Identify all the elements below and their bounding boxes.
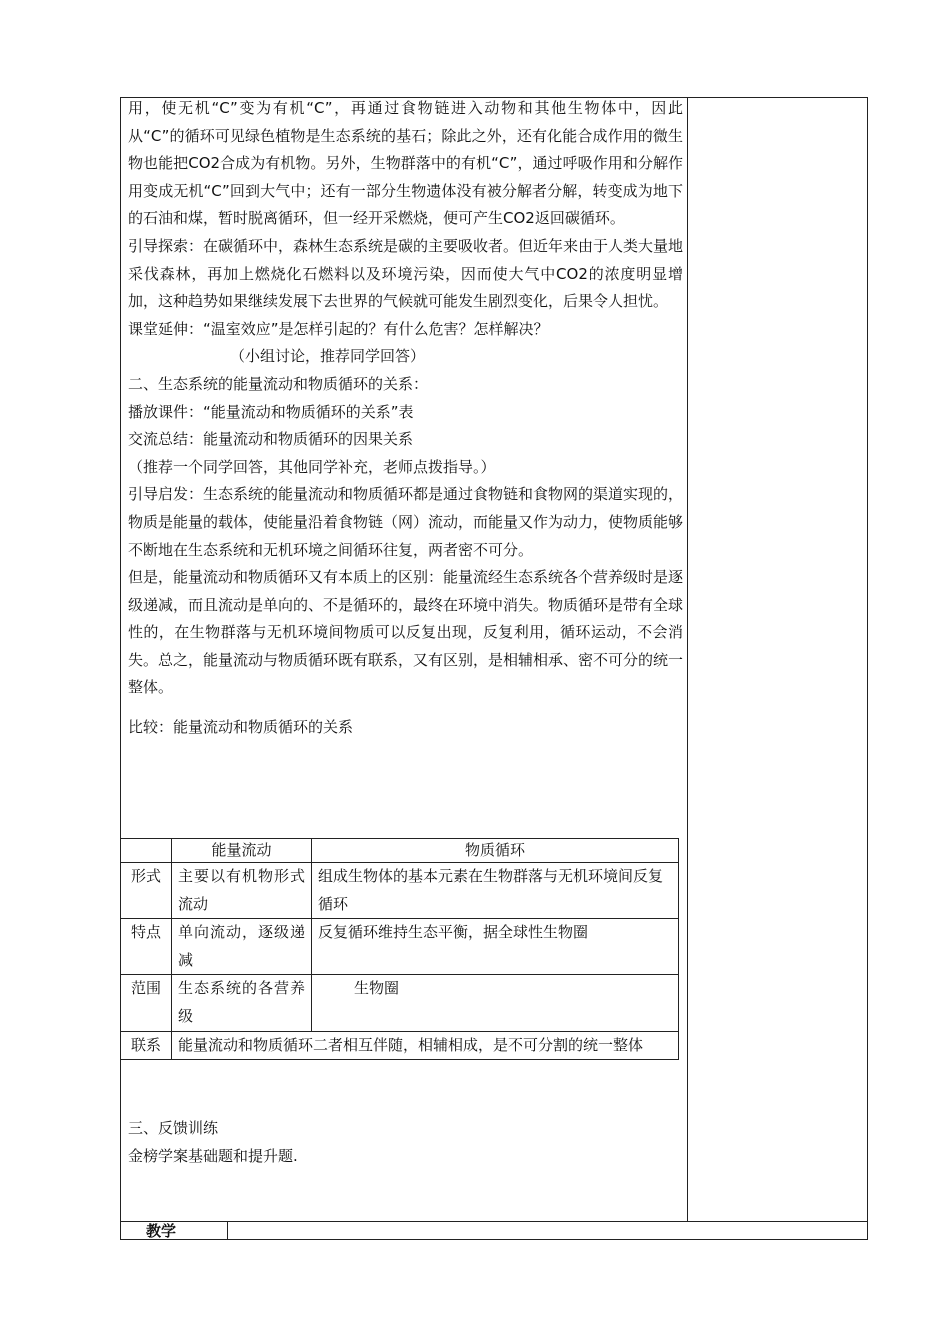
frame-left-border: [120, 97, 121, 1240]
matter-cell: 组成生物体的基本元素在生物群落与无机环境间反复循环: [312, 863, 679, 919]
paragraph-guided-inspiration: 引导启发：生态系统的能量流动和物质循环都是通过食物链和食物网的渠道实现的，物质是能量的载体，使能量沿着食物链（网）流动，而能量又作为动力，使物质能够不断地在生态系统和无机环境之间循环往复，两者密不可分。: [128, 485, 684, 559]
row-label: 范围: [121, 975, 172, 1031]
paragraph-class-extension: 课堂延伸：“温室效应”是怎样引起的？有什么危害？怎样解决？: [128, 319, 549, 338]
paragraph-guided-exploration: 引导探索：在碳循环中，森林生态系统是碳的主要吸收者。但近年来由于人类大量地采伐森林，再加上燃烧化石燃料以及环境污染，因而使大气中CO2的浓度明显增加，这种趋势如果继续发展下去世界的气候就可能发生剧烈变化，后果令人担忧。: [128, 236, 684, 311]
paragraph-difference: 但是，能量流动和物质循环又有本质上的区别：能量流经生态系统各个营养级时是逐级递减，而且流动是单向的、不是循环的，最终在环境中消失。物质循环是带有全球性的，在生物群落与无机环境间物质可以反复出现，反复利用，循环运动，不会消失。总之，能量流动与物质循环既有联系，又有区别，是相辅相承、密不可分的统一整体。: [128, 568, 684, 697]
section-two-heading: 二、生态系统的能量流动和物质循环的关系：: [128, 374, 429, 393]
paragraph-carbon-cycle: 用，使无机“C”变为有机“C”，再通过食物链进入动物和其他生物体中，因此从“C”的循环可见绿色植物是生态系统的基石；除此之外，还有化能合成作用的微生物也能把CO2合成为有机物。另外，生物群落中的有机“C”，通过呼吸作用和分解作用变成无机“C”回到大气中；还有一部分生物遗体没有被分解者分解，转变成为地下的石油和煤，暂时脱离循环，但一经开采燃烧，便可产生CO2返回碳循环。: [128, 99, 683, 228]
footer-bottom-border: [120, 1239, 868, 1240]
energy-cell: 单向流动，逐级递减: [172, 919, 312, 975]
table-header-row: [121, 839, 679, 863]
paragraph-recommend: （推荐一个同学回答，其他同学补充，老师点拨指导。）: [128, 457, 496, 476]
footer-cell-divider: [227, 1221, 228, 1240]
footer-row-divider: [120, 1221, 868, 1222]
comparison-table: [120, 838, 679, 1060]
paragraph-summary: 交流总结：能量流动和物质循环的因果关系: [128, 430, 414, 449]
row-label: 特点: [121, 919, 172, 975]
matter-cell: 反复循环维持生态平衡，据全球性生物圈: [312, 919, 679, 975]
table-header-cell: 物质循环: [312, 839, 679, 863]
frame-right-border: [867, 97, 868, 1240]
lesson-content: [128, 95, 683, 742]
energy-cell: 生态系统的各营养级: [172, 975, 312, 1031]
matter-cell: 生物圈: [312, 975, 679, 1031]
comparison-caption: 比较：能量流动和物质循环的关系: [128, 718, 354, 737]
row-label: 联系: [121, 1031, 172, 1060]
energy-cell: 主要以有机物形式流动: [172, 863, 312, 919]
footer-label: 教学: [146, 1222, 177, 1240]
table-row: [121, 975, 679, 1031]
feedback-text: 金榜学案基础题和提升题.: [128, 1146, 298, 1165]
table-header-cell: 能量流动: [172, 839, 312, 863]
table-header-cell: [121, 839, 172, 863]
feedback-section: [128, 1115, 683, 1170]
notes-column-divider: [687, 97, 688, 1221]
merged-cell: 能量流动和物质循环二者相互伴随，相辅相成，是不可分割的统一整体: [172, 1031, 679, 1060]
paragraph-group-discussion: （小组讨论，推荐同学回答）: [230, 347, 426, 366]
table-row: [121, 863, 679, 919]
table-row: [121, 919, 679, 975]
section-three-heading: 三、反馈训练: [128, 1119, 219, 1137]
paragraph-courseware: 播放课件：“能量流动和物质循环的关系”表: [128, 402, 414, 421]
table-row: [121, 1031, 679, 1060]
row-label: 形式: [121, 863, 172, 919]
